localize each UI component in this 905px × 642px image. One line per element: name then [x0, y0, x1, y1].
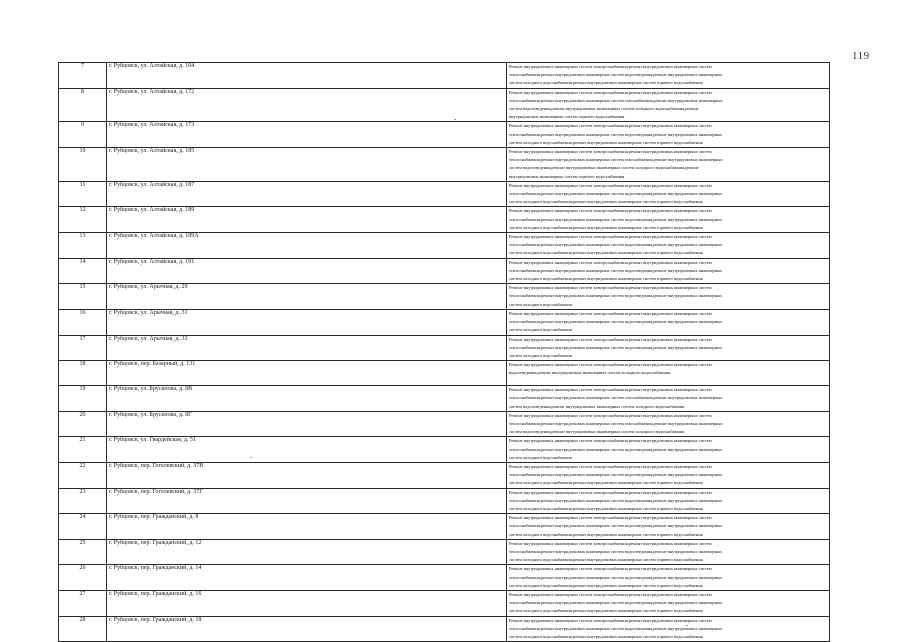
work-description-line: Ремонт внутридомовых инженерных систем электроснабжения,ремонт внутридомовых инженерных систем: [509, 463, 712, 469]
address-cell: г. Рубцовск, ул. Алтайская, д. 104: [107, 63, 507, 89]
work-description-line: теплоснабжения,ремонт внутридомовых инженерных систем водоотведения,ремонт внутридомовых инженерных: [509, 625, 723, 631]
address-cell: г. Рубцовск, пер. Гражданский, д. 8: [107, 514, 507, 540]
row-number-cell: 18: [59, 361, 107, 386]
work-description-line: систем холодного водоснабжения,ремонт внутридомовых инженерных систем горячего водоснабжения: [509, 557, 703, 563]
work-description-line: теплоснабжения,ремонт внутридомовых инженерных систем водоотведения,ремонт внутридомовых инженерных: [509, 574, 723, 580]
row-number-cell: 26: [59, 565, 107, 591]
work-description-cell: [507, 386, 830, 412]
work-description-line: Ремонт внутридомовых инженерных систем электроснабжения,ремонт внутридомовых инженерных систем: [509, 182, 712, 188]
address-cell: г. Рубцовск, ул. Гвардейская, д. 51: [107, 437, 507, 463]
address-cell: г. Рубцовск, пер. Гражданский, д. 14: [107, 565, 507, 591]
work-description-cell: [507, 361, 830, 386]
work-description-line: теплоснабжения,ремонт внутридомовых инженерных систем водоотведения,ремонт внутридомовых инженерных: [509, 446, 723, 452]
row-number-cell: 27: [59, 590, 107, 616]
work-description-line: систем холодного водоснабжения: [509, 301, 572, 307]
work-description-cell: [507, 233, 830, 259]
work-description-line: теплоснабжения,ремонт внутридомовых инженерных систем водоотведения,ремонт внутридомовых инженерных: [509, 216, 723, 222]
work-description-line: Ремонт внутридомовых инженерных систем электроснабжения,ремонт внутридомовых инженерных систем: [509, 123, 712, 129]
address-cell: г. Рубцовск, ул. Арычная, д. 29: [107, 284, 507, 310]
work-description-line: систем холодного водоснабжения,ремонт внутридомовых инженерных систем горячего водоснабжения: [509, 80, 703, 86]
table-row: [59, 590, 830, 616]
table-row: [59, 462, 830, 488]
work-description-line: Ремонт внутридомовых инженерных систем электроснабжения,ремонт внутридомовых инженерных систем: [509, 515, 712, 521]
work-description-line: Ремонт внутридомовых инженерных систем электроснабжения,ремонт внутридомовых инженерных систем: [509, 149, 712, 155]
work-description-line: теплоснабжения,ремонт внутридомовых инженерных систем водоотведения,ремонт внутридомовых инженерных: [509, 319, 723, 325]
work-description-cell: [507, 437, 830, 463]
table-row: [59, 488, 830, 514]
work-description-line: Ремонт внутридомовых инженерных систем электроснабжения,ремонт внутридомовых инженерных систем: [509, 591, 712, 597]
table-row: [59, 258, 830, 284]
row-number-cell: 24: [59, 514, 107, 540]
work-description-line: систем холодного водоснабжения,ремонт внутридомовых инженерных систем горячего водоснабжения: [509, 505, 703, 511]
work-description-line: теплоснабжения,ремонт внутридомовых инженерных систем водоотведения,ремонт внутридомовых инженерных: [509, 131, 723, 137]
page-number: 119: [852, 50, 870, 62]
table-row: [59, 284, 830, 310]
work-description-line: систем холодного водоснабжения,ремонт внутридомовых инженерных систем горячего водоснабжения: [509, 608, 703, 614]
work-description-cell: [507, 565, 830, 591]
table-row: [59, 207, 830, 233]
work-description-cell: [507, 207, 830, 233]
work-description-line: систем холодного водоснабжения,ремонт внутридомовых инженерных систем горячего водоснабжения: [509, 531, 703, 537]
row-number-cell: 9: [59, 122, 107, 148]
repair-schedule-table: [58, 62, 830, 642]
work-description-line: систем холодного водоснабжения: [509, 327, 572, 333]
work-description-line: теплоснабжения,ремонт внутридомовых инженерных систем водоотведения,ремонт внутридомовых инженерных: [509, 523, 723, 529]
table-row: [59, 148, 830, 182]
address-cell: г. Рубцовск, ул. Алтайская, д. 189А: [107, 233, 507, 259]
work-description-cell: [507, 539, 830, 565]
work-description-line: теплоснабжения,ремонт внутридомовых инженерных систем водоотведения,ремонт внутридомовых инженерных: [509, 344, 723, 350]
work-description-cell: [507, 181, 830, 207]
address-cell: г. Рубцовск, пер. Гражданский, д. 16: [107, 590, 507, 616]
address-cell: г. Рубцовск, ул. Алтайская, д. 173: [107, 122, 507, 148]
work-description-cell: [507, 616, 830, 642]
row-number-cell: 25: [59, 539, 107, 565]
row-number-cell: 22: [59, 462, 107, 488]
work-description-line: Ремонт внутридомовых инженерных систем электроснабжения,ремонт внутридомовых инженерных систем: [509, 208, 712, 214]
scan-speck: [454, 119, 456, 120]
row-number-cell: 16: [59, 309, 107, 335]
work-description-line: теплоснабжения,ремонт внутридомовых инженерных систем водоотведения,ремонт внутридомовых инженерных: [509, 267, 723, 273]
address-cell: г. Рубцовск, ул. Алтайская, д. 187: [107, 181, 507, 207]
table-body: [59, 63, 830, 642]
address-cell: г. Рубцовск, ул. Брусилова, д. 8В: [107, 386, 507, 412]
address-cell: г. Рубцовск, ул. Арычная, д. 33: [107, 335, 507, 361]
work-description-line: систем холодного водоснабжения,ремонт внутридомовых инженерных систем горячего водоснабжения: [509, 480, 703, 486]
table-row: [59, 88, 830, 122]
scan-speck: [250, 457, 252, 458]
work-description-line: систем холодного водоснабжения,ремонт внутридомовых инженерных систем горячего водоснабжения: [509, 139, 703, 145]
table-row: [59, 386, 830, 412]
work-description-line: Ремонт внутридомовых инженерных систем электроснабжения,ремонт внутридомовых инженерных систем: [509, 540, 712, 546]
row-number-cell: 14: [59, 258, 107, 284]
table-row: [59, 411, 830, 437]
work-description-line: Ремонт внутридомовых инженерных систем электроснабжения,ремонт внутридомовых инженерных систем: [509, 412, 712, 418]
address-cell: г. Рубцовск, пер. Гражданский, д. 18: [107, 616, 507, 642]
work-description-line: теплоснабжения,ремонт внутридомовых инженерных систем водоотведения,ремонт внутридомовых инженерных: [509, 472, 723, 478]
work-description-cell: [507, 63, 830, 89]
table-row: [59, 309, 830, 335]
table-row: [59, 181, 830, 207]
work-description-line: внутридомовых инженерных систем горячего водоснабжения: [509, 114, 625, 120]
row-number-cell: 28: [59, 616, 107, 642]
work-description-line: Ремонт внутридомовых инженерных систем электроснабжения,ремонт внутридомовых инженерных систем: [509, 89, 712, 95]
table-row: [59, 361, 830, 386]
row-number-cell: 19: [59, 386, 107, 412]
work-description-cell: [507, 122, 830, 148]
address-cell: г. Рубцовск, ул. Алтайская, д. 172: [107, 88, 507, 122]
work-description-cell: [507, 462, 830, 488]
address-cell: г. Рубцовск, ул. Алтайская, д. 189: [107, 207, 507, 233]
work-description-line: Ремонт внутридомовых инженерных систем электроснабжения,ремонт внутридомовых инженерных систем: [509, 259, 712, 265]
row-number-cell: 23: [59, 488, 107, 514]
work-description-line: систем холодного водоснабжения,ремонт внутридомовых инженерных систем горячего водоснабжения: [509, 199, 703, 205]
address-cell: г. Рубцовск, пер. Гоголевский, д. 37Г: [107, 488, 507, 514]
work-description-line: Ремонт внутридомовых инженерных систем электроснабжения,ремонт внутридомовых инженерных систем: [509, 438, 712, 444]
work-description-cell: [507, 488, 830, 514]
table-row: [59, 539, 830, 565]
work-description-line: теплоснабжения,ремонт внутридомовых инженерных систем газоснабжения,ремонт внутридомовых инженерных: [509, 395, 723, 401]
work-description-line: Ремонт внутридомовых инженерных систем электроснабжения,ремонт внутридомовых инженерных систем: [509, 387, 712, 393]
address-cell: г. Рубцовск, ул. Алтайская, д. 185: [107, 148, 507, 182]
work-description-line: теплоснабжения,ремонт внутридомовых инженерных систем водоотведения,ремонт внутридомовых инженерных: [509, 497, 723, 503]
work-description-line: теплоснабжения,ремонт внутридомовых инженерных систем водоотведения,ремонт внутридомовых инженерных: [509, 600, 723, 606]
row-number-cell: 11: [59, 181, 107, 207]
work-description-cell: [507, 284, 830, 310]
table-row: [59, 335, 830, 361]
work-description-line: Ремонт внутридомовых инженерных систем электроснабжения,ремонт внутридомовых инженерных систем: [509, 362, 712, 368]
work-description-cell: [507, 514, 830, 540]
work-description-line: теплоснабжения,ремонт внутридомовых инженерных систем водоотведения,ремонт внутридомовых инженерных: [509, 548, 723, 554]
work-description-line: систем водоотведения,ремонт внутридомовых инженерных систем холодного водоснабжения,ремонт: [509, 165, 699, 171]
scan-speck: [686, 625, 688, 626]
work-description-cell: [507, 309, 830, 335]
work-description-line: систем холодного водоснабжения: [509, 454, 572, 460]
table-row: [59, 63, 830, 89]
work-description-line: Ремонт внутридомовых инженерных систем электроснабжения,ремонт внутридомовых инженерных систем: [509, 489, 712, 495]
address-cell: г. Рубцовск, пер. Гоголевский, д. 37В: [107, 462, 507, 488]
table-row: [59, 565, 830, 591]
work-description-line: Ремонт внутридомовых инженерных систем электроснабжения,ремонт внутридомовых инженерных систем: [509, 234, 712, 240]
row-number-cell: 13: [59, 233, 107, 259]
table-row: [59, 514, 830, 540]
work-description-line: Ремонт внутридомовых инженерных систем электроснабжения,ремонт внутридомовых инженерных систем: [509, 566, 712, 572]
row-number-cell: 8: [59, 88, 107, 122]
work-description-line: водоотведения,ремонт внутридомовых инженерных систем холодного водоснабжения: [509, 370, 671, 376]
work-description-line: Ремонт внутридомовых инженерных систем электроснабжения,ремонт внутридомовых инженерных систем: [509, 64, 712, 69]
row-number-cell: 15: [59, 284, 107, 310]
work-description-line: систем холодного водоснабжения: [509, 352, 572, 358]
work-description-cell: [507, 335, 830, 361]
address-cell: г. Рубцовск, ул. Алтайская, д. 191: [107, 258, 507, 284]
table-row: [59, 437, 830, 463]
work-description-cell: [507, 590, 830, 616]
table-row: [59, 616, 830, 642]
work-description-line: Ремонт внутридомовых инженерных систем электроснабжения,ремонт внутридомовых инженерных систем: [509, 617, 712, 623]
work-description-line: теплоснабжения,ремонт внутридомовых инженерных систем газоснабжения,ремонт внутридомовых инженерных: [509, 157, 723, 163]
work-description-cell: [507, 148, 830, 182]
row-number-cell: 21: [59, 437, 107, 463]
address-cell: г. Рубцовск, пер. Базарный, д. 131: [107, 361, 507, 386]
address-cell: г. Рубцовск, пер. Гражданский, д. 12: [107, 539, 507, 565]
work-description-line: Ремонт внутридомовых инженерных систем электроснабжения,ремонт внутридомовых инженерных систем: [509, 285, 712, 291]
work-description-line: теплоснабжения,ремонт внутридомовых инженерных систем водоотведения,ремонт внутридомовых инженерных: [509, 293, 723, 299]
work-description-line: теплоснабжения,ремонт внутридомовых инженерных систем водоотведения,ремонт внутридомовых инженерных: [509, 242, 723, 248]
work-description-line: систем водоотведения,ремонт внутридомовых инженерных систем холодного водоснабжения,ремонт: [509, 106, 699, 112]
row-number-cell: 7: [59, 63, 107, 89]
work-description-line: систем холодного водоснабжения,ремонт внутридомовых инженерных систем горячего водоснабжения: [509, 634, 703, 639]
work-description-line: систем водоотведения,ремонт внутридомовых инженерных систем холодного водоснабжения: [509, 403, 685, 409]
address-cell: г. Рубцовск, ул. Брусилова, д. 8Г: [107, 411, 507, 437]
work-description-line: систем водоотведения,ремонт внутридомовых инженерных систем холодного водоснабжения: [509, 429, 685, 435]
row-number-cell: 17: [59, 335, 107, 361]
work-description-line: Ремонт внутридомовых инженерных систем электроснабжения,ремонт внутридомовых инженерных систем: [509, 336, 712, 342]
work-description-line: теплоснабжения,ремонт внутридомовых инженерных систем водоотведения,ремонт внутридомовых инженерных: [509, 191, 723, 197]
work-description-cell: [507, 88, 830, 122]
work-description-line: систем холодного водоснабжения,ремонт внутридомовых инженерных систем горячего водоснабжения: [509, 582, 703, 588]
work-description-line: систем холодного водоснабжения,ремонт внутридомовых инженерных систем горячего водоснабжения: [509, 276, 703, 282]
work-description-line: внутридомовых инженерных систем горячего водоснабжения: [509, 173, 625, 179]
row-number-cell: 20: [59, 411, 107, 437]
work-description-line: теплоснабжения,ремонт внутридомовых инженерных систем газоснабжения,ремонт внутридомовых инженерных: [509, 97, 723, 103]
row-number-cell: 12: [59, 207, 107, 233]
row-number-cell: 10: [59, 148, 107, 182]
address-cell: г. Рубцовск, ул. Арычная, д. 31: [107, 309, 507, 335]
work-description-cell: [507, 411, 830, 437]
table-row: [59, 122, 830, 148]
table-row: [59, 233, 830, 259]
work-description-line: теплоснабжения,ремонт внутридомовых инженерных систем газоснабжения,ремонт внутридомовых инженерных: [509, 420, 723, 426]
work-description-line: систем холодного водоснабжения,ремонт внутридомовых инженерных систем горячего водоснабжения: [509, 250, 703, 256]
work-description-cell: [507, 258, 830, 284]
work-description-line: теплоснабжения,ремонт внутридомовых инженерных систем водоотведения,ремонт внутридомовых инженерных: [509, 72, 723, 78]
work-description-line: систем холодного водоснабжения,ремонт внутридомовых инженерных систем горячего водоснабжения: [509, 224, 703, 230]
work-description-line: Ремонт внутридомовых инженерных систем электроснабжения,ремонт внутридомовых инженерных систем: [509, 310, 712, 316]
